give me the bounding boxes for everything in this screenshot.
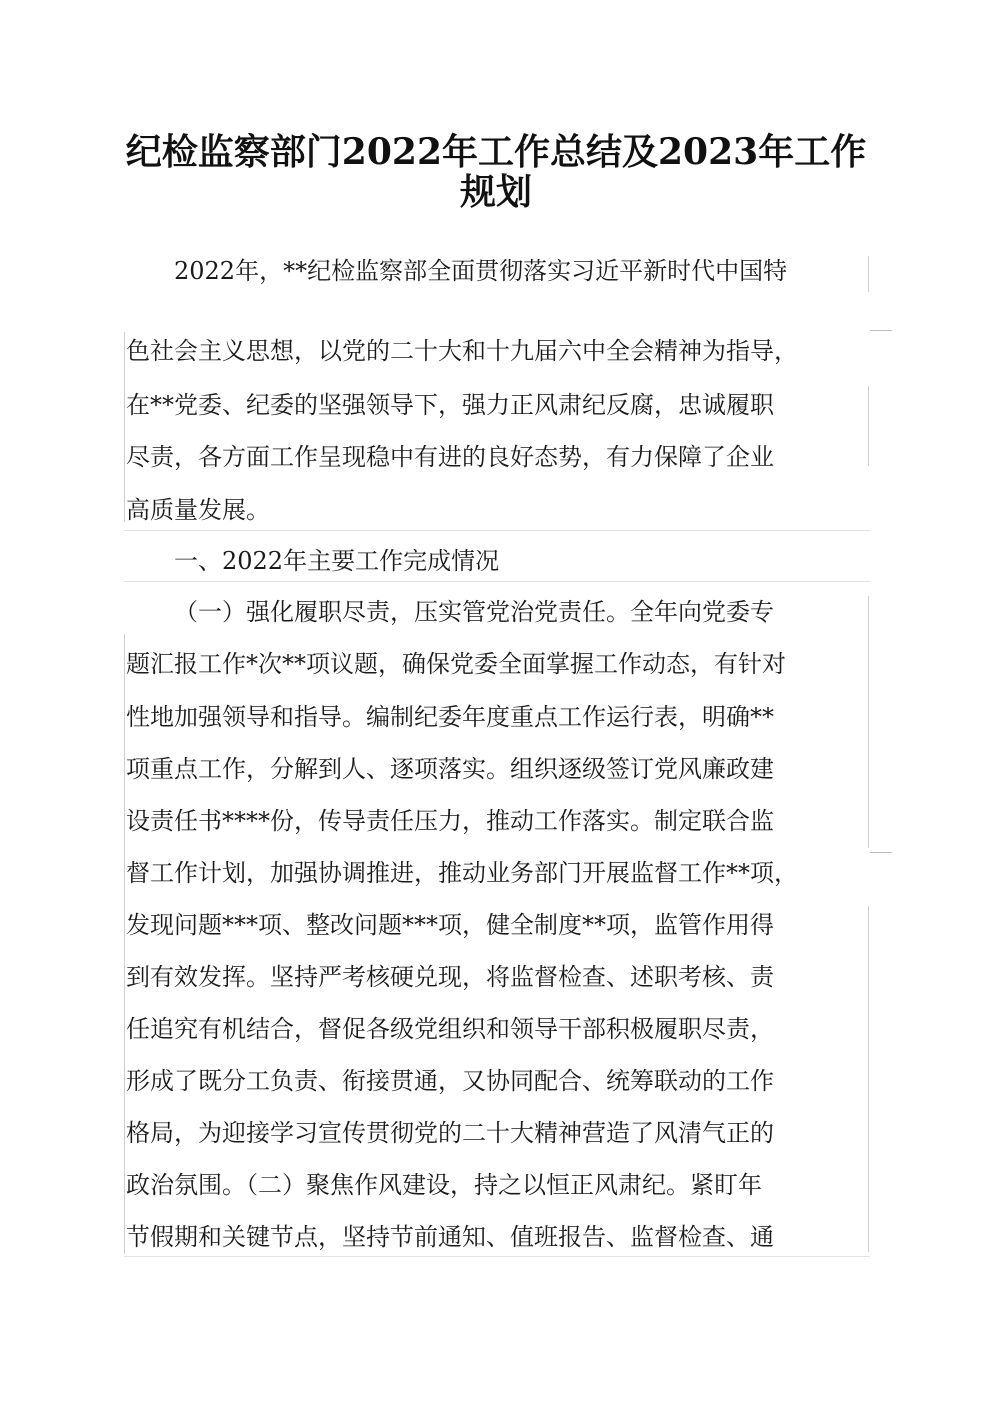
body-line-14: 到有效发挥。坚持严考核硬兑现，将监督检查、述职考核、责: [126, 963, 774, 991]
body-line-8: 题汇报工作*次**项议题，确保党委全面掌握工作动态，有针对: [126, 650, 786, 678]
document-title-line-2: 规划: [459, 171, 532, 213]
body-line-16: 形成了既分工负责、衔接贯通，又协同配合、统筹联动的工作: [126, 1067, 774, 1095]
body-line-2: 色社会主义思想，以党的二十大和十九届六中全会精神为指导，: [126, 337, 798, 365]
body-line-5: 高质量发展。: [126, 496, 270, 524]
section-heading: 一、2022年主要工作完成情况: [174, 547, 500, 575]
text-boundary-left-2: [124, 634, 125, 1254]
body-line-11: 设责任书****份，传导责任压力，推动工作落实。制定联合监: [126, 807, 774, 835]
text-boundary-corner-2: [870, 852, 892, 853]
body-line-17: 格局，为迎接学习宣传贯彻党的二十大精神营造了风清气正的: [126, 1119, 774, 1147]
body-line-4: 尽责，各方面工作呈现稳中有进的良好态势，有力保障了企业: [126, 443, 774, 471]
body-line-7: （一）强化履职尽责，压实管党治党责任。全年向党委专: [174, 598, 774, 626]
paragraph-divider-1: [124, 530, 870, 531]
text-boundary-corner-1: [870, 330, 892, 331]
body-line-13: 发现问题***项、整改问题***项，健全制度**项，监管作用得: [126, 911, 774, 939]
body-line-18: 政治氛围。（二）聚焦作风建设，持之以恒正风肃纪。紧盯年: [126, 1171, 762, 1199]
body-line-1: 2022年，**纪检监察部全面贯彻落实习近平新时代中国特: [174, 257, 788, 285]
text-boundary-right-3: [868, 596, 869, 848]
body-line-15: 任追究有机结合，督促各级党组织和领导干部积极履职尽责，: [126, 1015, 774, 1043]
body-line-12: 督工作计划，加强协调推进，推动业务部门开展监督工作**项，: [126, 859, 798, 887]
body-line-19: 节假期和关键节点，坚持节前通知、值班报告、监督检查、通: [126, 1223, 774, 1251]
body-line-3: 在**党委、纪委的坚强领导下，强力正风肃纪反腐，忠诚履职: [126, 391, 774, 419]
body-line-9: 性地加强领导和指导。编制纪委年度重点工作运行表，明确**: [126, 703, 774, 731]
body-line-10: 项重点工作，分解到人、逐项落实。组织逐级签订党风廉政建: [126, 755, 774, 783]
page-bottom-divider: [124, 1256, 870, 1257]
text-boundary-right-1: [868, 256, 869, 292]
text-boundary-left-1: [124, 332, 125, 522]
document-title-line-1: 纪检监察部门2022年工作总结及2023年工作: [125, 131, 867, 173]
text-boundary-right-4: [868, 906, 869, 1252]
text-boundary-right-2: [868, 386, 869, 466]
paragraph-divider-2: [124, 581, 870, 582]
